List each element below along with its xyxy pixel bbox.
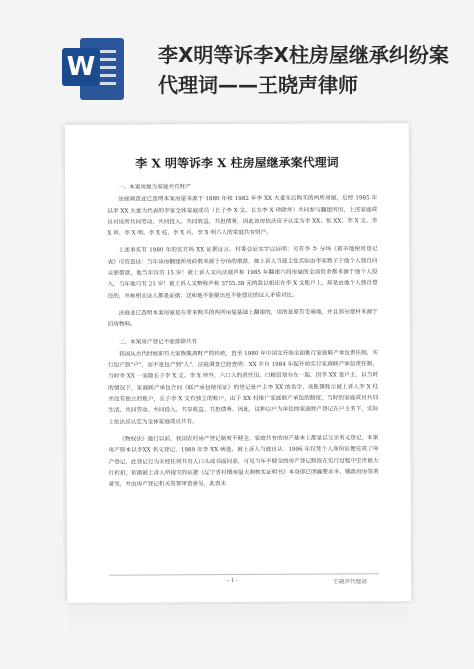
footer-caption: 王晓声代理词 xyxy=(333,579,367,586)
body-paragraph: 法庭业已查明本案房屋是在原来购买的两所房屋基础上翻建的，用的是原有宅基地，并且部分建材来源于旧房物料。 xyxy=(107,309,378,328)
page-shadow xyxy=(68,606,408,636)
footer-divider xyxy=(109,573,379,575)
document-page xyxy=(65,123,411,603)
body-paragraph: 上述事实有 1980 年的实方吗 XX 证据证言、村委会证实字以证明：另有李 乡 分场《艰辛地使用登记表》可资查证：当年该房翻建所用砖数来源于分场的借款，被上诉人当庭主张实际由李家数子于他个人独自向亲朋借款，他当年仅有 15 岁！被上诉人又向法庭声称 1985 年翻建六间房屋的全部资金都来源于他个人投入，当年他只有 21 岁！被上诉人又辩称声称 3755.38 元的款以相还在李 X 文账户上，却是由他个人独自偿还的，并称相关证人都是证据，这和他不能提出也不能偿还的证人矛盾对比。 xyxy=(107,246,378,300)
word-badge: W xyxy=(62,48,100,86)
page-number: - 1 - xyxy=(227,578,239,585)
header-banner xyxy=(0,0,474,120)
page-title: 李X明等诉李X柱房屋继承纠纷案代理词——王晓声律师 xyxy=(158,43,449,97)
section-heading: 二、本案房产登记不能排除共有 xyxy=(118,338,198,346)
document-title: 李 X 明等诉李 X 柱房屋继承案代理词 xyxy=(135,155,339,171)
body-paragraph: 法庭调查业已查明本案房屋来源于 1880 年和 1982 年李 XX 夫妻先后购买的两所房屋，后经 1985 年以李 XX 夫妻为代表的李家全体家庭成员（长子李 X 文、长女李 X 珍除外）共同参与翻建所用，上述家庭成员对该所共同劳动、共同投入、共同收益、共担债务，因此该房依法应予认定为李 XX、张 XX、李 X 文、李 X 珍、李 X 明、李 X 柱、李 X 兵、李 X 明六人的家庭共有财产。 xyxy=(107,195,378,237)
body-paragraph: 《物权法》施行以前，我国农村房产登记制度不健全，家庭共有的房产基本上都是以父亲名义登记，本案房产原本以李XX 名义登记，1989 年李 XX 病逝，被上诉人当庭自认：1996 年仅凭个人身份证便完成了房产登记，此登记行为未经任何共有人口头或书面同意，可见当年不健全的房产登记制度在实行过程中宝贵被大打折扣，依据被上诉人所提交的证据《辽宁省村镇房屋大测核实证明书》本身即已明确要求多、镇政府房签署意见，并由房产登记机关签署审查意见，此表未 xyxy=(108,435,379,488)
word-document-icon xyxy=(58,36,128,106)
section-heading: 一、本案房屋为家庭共有财产 xyxy=(118,184,191,191)
document-body xyxy=(107,181,379,497)
body-paragraph: 我国从古代时候即有大家族集离财产的传统，直至 1980 年中国文开始全面推行家庭联产承包责任制，实行包产到"户"，而不是包产到"人"，法庭调查已经查明：XX 乡自 1984 年起开始实行家庭联产承包责任制，当时李 XX 一家除长子李 X 文、李 X 珍外，六口人的责任田，口粮田划分在一起，因李 XX 是户主，以当时的情况下，家庭联产承包合同《联产承包使用证》的登记是户主李 XX 的名字，该账簿账示被上诉人李 X 柱并没有独立的账户，长子李 X 文有独立的账户，由于 XX 村推广家庭联产承包的制度，当时的家庭成员共同生活、共同劳动、共同投入、共享收益、共担债务，因此，这种以户为单位的家庭财产登记在户主名下，实际上依法应认定为全体家庭成员共有。 xyxy=(107,350,379,426)
